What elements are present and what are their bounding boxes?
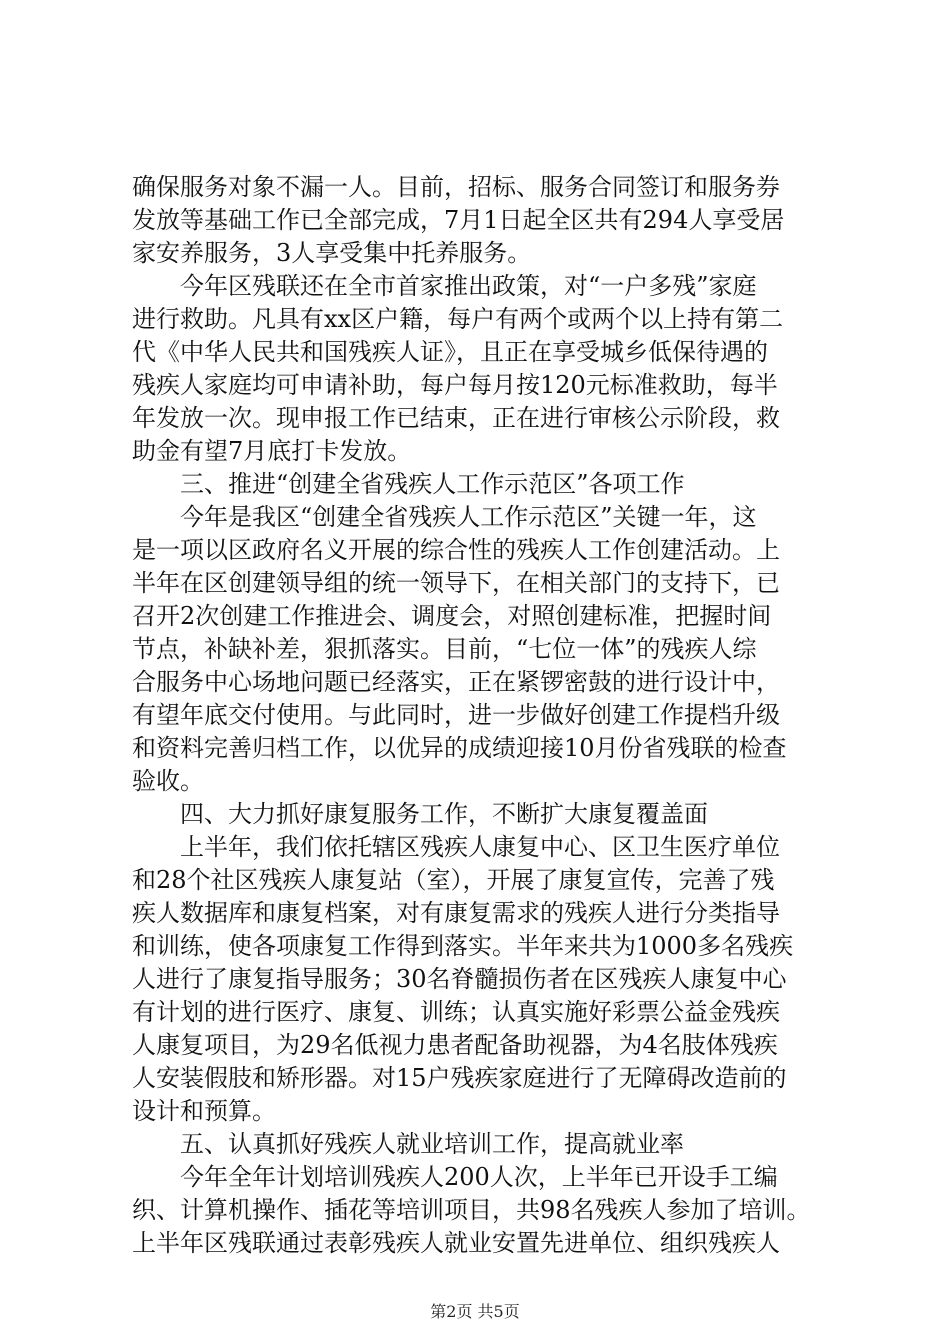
text-line: 人进行了康复指导服务；30名脊髓损伤者在区残疾人康复中心 [132, 965, 787, 993]
text-line: 发放等基础工作已全部完成，7月1日起全区共有294人享受居 [132, 206, 785, 234]
text-line: 四、大力抓好康复服务工作，不断扩大康复覆盖面 [180, 800, 708, 828]
body-text [132, 171, 832, 1260]
text-line: 确保服务对象不漏一人。目前，招标、服务合同签订和服务券 [132, 173, 780, 201]
text-line: 年发放一次。现申报工作已结束，正在进行审核公示阶段，救 [132, 404, 780, 432]
text-line: 节点，补缺补差，狠抓落实。目前，“七位一体”的残疾人综 [132, 635, 757, 663]
text-line: 有望年底交付使用。与此同时，进一步做好创建工作提档升级 [132, 701, 780, 729]
text-line: 召开2次创建工作推进会、调度会，对照创建标准，把握时间 [132, 602, 772, 630]
text-line: 今年全年计划培训残疾人200人次，上半年已开设手工编 [180, 1163, 778, 1191]
text-line: 人安装假肢和矫形器。对15户残疾家庭进行了无障碍改造前的 [132, 1064, 787, 1092]
text-line: 今年区残联还在全市首家推出政策，对“一户多残”家庭 [180, 272, 757, 300]
text-line: 代《中华人民共和国残疾人证》，且正在享受城乡低保待遇的 [132, 338, 768, 366]
text-line: 家安养服务，3人享受集中托养服务。 [132, 239, 532, 267]
page-footer: 第2页 共5页 [430, 1302, 520, 1321]
text-line: 残疾人家庭均可申请补助，每户每月按120元标准救助，每半 [132, 371, 778, 399]
text-line: 和28个社区残疾人康复站（室），开展了康复宣传，完善了残 [132, 866, 775, 894]
text-line: 是一项以区政府名义开展的综合性的残疾人工作创建活动。上 [132, 536, 780, 564]
text-line: 合服务中心场地问题已经落实，正在紧锣密鼓的进行设计中， [132, 668, 780, 696]
text-line: 今年是我区“创建全省残疾人工作示范区”关键一年，这 [180, 503, 757, 531]
text-line: 和训练，使各项康复工作得到落实。半年来共为1000多名残疾 [132, 932, 794, 960]
text-line: 有计划的进行医疗、康复、训练；认真实施好彩票公益金残疾 [132, 998, 780, 1026]
text-line: 织、计算机操作、插花等培训项目，共98名残疾人参加了培训。 [132, 1196, 811, 1224]
text-line: 上半年区残联通过表彰残疾人就业安置先进单位、组织残疾人 [132, 1229, 780, 1257]
text-line: 进行救助。凡具有xx区户籍，每户有两个或两个以上持有第二 [132, 305, 784, 333]
text-line: 和资料完善归档工作，以优异的成绩迎接10月份省残联的检查 [132, 734, 787, 762]
text-line: 助金有望7月底打卡发放。 [132, 437, 412, 465]
text-line: 设计和预算。 [132, 1097, 276, 1125]
text-line: 疾人数据库和康复档案，对有康复需求的残疾人进行分类指导 [132, 899, 780, 927]
text-line: 三、推进“创建全省残疾人工作示范区”各项工作 [180, 470, 685, 498]
text-line: 半年在区创建领导组的统一领导下，在相关部门的支持下，已 [132, 569, 780, 597]
text-line: 验收。 [132, 767, 204, 795]
text-line: 五、认真抓好残疾人就业培训工作，提高就业率 [180, 1130, 684, 1158]
text-line: 上半年，我们依托辖区残疾人康复中心、区卫生医疗单位 [180, 833, 780, 861]
text-line: 人康复项目，为29名低视力患者配备助视器，为4名肢体残疾 [132, 1031, 778, 1059]
